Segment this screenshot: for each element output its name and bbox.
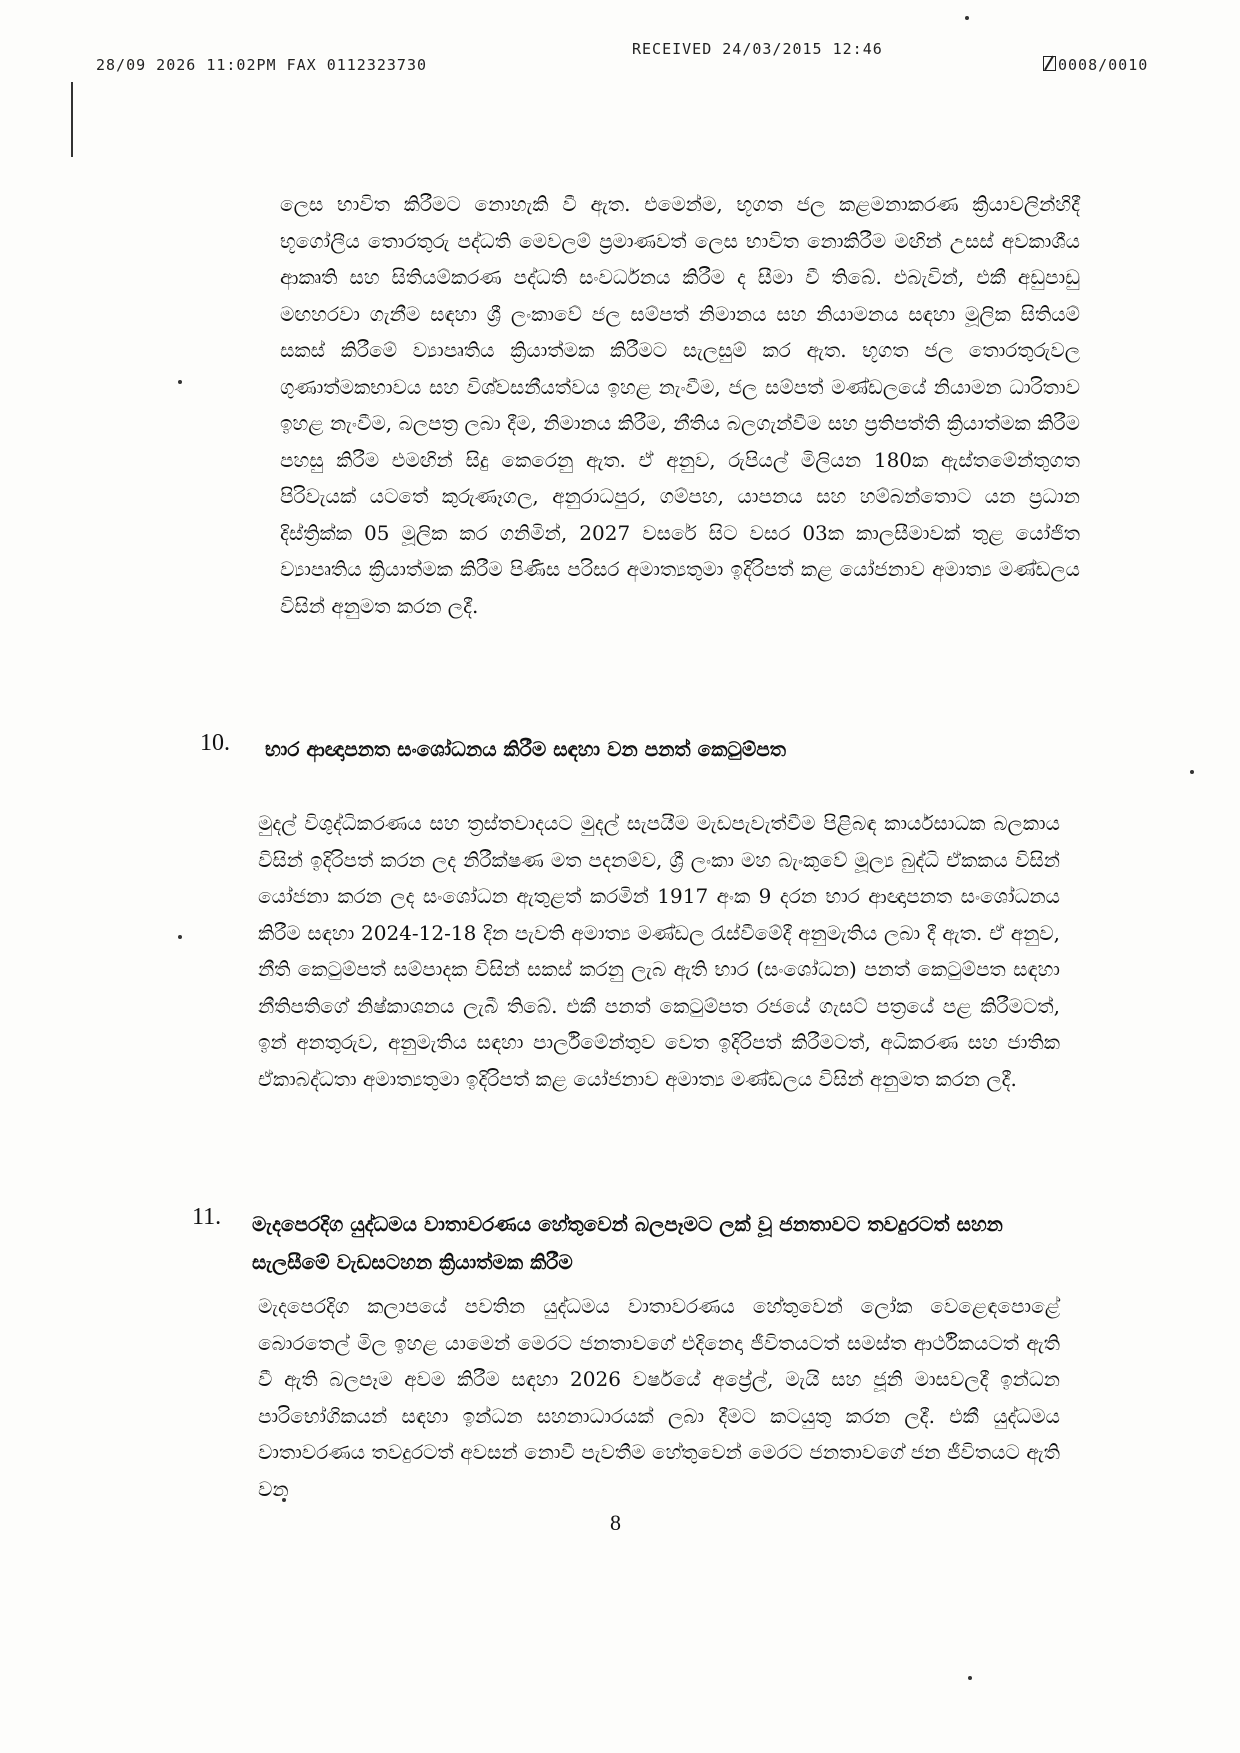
fax-received-line: RECEIVED 24/03/2015 12:46 <box>632 40 883 58</box>
scan-margin-line <box>71 82 73 157</box>
fax-page-counter: 0008/0010 <box>1058 56 1149 74</box>
page-marker-icon <box>1043 56 1056 71</box>
item-body: මැදපෙරදිග කලාපයේ පවතින යුද්ධමය වාතාවරණය හේතුවෙන් ලෝක වෙළෙඳපොළේ බොරතෙල් මිල ඉහළ යාමෙන් මෙරට ජනතාවගේ එදිනෙදා ජීවිතයටත් සමස්ත ආර්ථිකයටත් ඇති වී ඇති බලපෑම අවම කිරීම සඳහා 2026 වර්ෂයේ අප්‍රේල්, මැයි සහ ජූනි මාසවලදී ඉන්ධන පාරිභෝගිකයන් සඳහා ඉන්ධන සහනාධාරයක් ලබා දීමට කටයුතු කරන ලදී. එකී යුද්ධමය වාතාවරණය තවදුරටත් අවසන් නොවී පැවතීම හේතුවෙන් මෙරට ජනතාවගේ ජන ජීවිතයට ඇති වන <box>258 1294 1060 1501</box>
item-number: 11. <box>192 1204 222 1230</box>
scan-speck <box>1190 770 1194 774</box>
item-number: 10. <box>200 730 230 756</box>
page-number: 8 <box>610 1510 621 1535</box>
scan-speck <box>968 1676 972 1680</box>
scan-speck <box>178 380 182 384</box>
item-title: භාර ආඥාපනත සංශෝධනය කිරීම සඳහා වන පනත් කෙටුම්පත <box>265 737 787 761</box>
fax-sent-line: 28/09 2026 11:02PM FAX 0112323730 <box>96 56 428 74</box>
item-body: මුදල් විශුද්ධිකරණය සහ ත්‍රස්තවාදයට මුදල් සැපයීම මැඩපැවැත්වීම පිළිබඳ කාර්යසාධක බලකාය විසින් ඉදිරිපත් කරන ලද නිරීක්ෂණ මත පදනම්ව, ශ්‍රී ලංකා මහ බැංකුවේ මූල්‍ය බුද්ධි ඒකකය විසින් යෝජනා කරන ලද සංශෝධන ඇතුළත් කරමින් 1917 අංක 9 දරන භාර ආඥාපනත සංශෝධනය කිරීම සඳහා 2024-12-18 දින පැවති අමාත්‍ය මණ්ඩල රැස්වීමේදී අනුමැතිය ලබා දී ඇත. ඒ අනුව, නීති කෙටුම්පත් සම්පාදක විසින් සකස් කරනු ලැබ ඇති භාර (සංශෝධන) පනත් කෙටුම්පත සඳහා නීතිපතිගේ නිෂ්කාශනය ලැබී තිබේ. එකී පනත් කෙටුම්පත රජයේ ගැසට් පත්‍රයේ පළ කිරීමටත්, ඉන් අනතුරුව, අනුමැතිය සඳහා පාර්ලිමේන්තුව වෙත ඉදිරිපත් කිරීමටත්, අධිකරණ සහ ජාතික ඒකාබද්ධතා අමාත්‍යතුමා ඉදිරිපත් කළ යෝජනාව අමාත්‍ය මණ්ඩලය විසින් අනුමත කරන ලදී. <box>258 811 1060 1091</box>
fax-page-marker <box>1043 56 1148 74</box>
scan-speck <box>178 935 182 939</box>
scan-speck <box>965 16 969 20</box>
item-title: මැදපෙරදිග යුද්ධමය වාතාවරණය හේතුවෙන් බලපෑමට ලක් වූ ජනතාවට තවදුරටත් සහන සැලසීමේ වැඩසටහන ක්‍රියාත්මක කිරීම <box>252 1212 1003 1274</box>
fax-header <box>0 0 1240 90</box>
continuation-paragraph: ලෙස භාවිත කිරීමට නොහැකි වී ඇත. එමෙන්ම, භූගත ජල කළමනාකරණ ක්‍රියාවලින්හිදී භූගෝලීය තොරතුරු පද්ධති මෙවලම් ප්‍රමාණවත් ලෙස භාවිත නොකිරීම මඟින් උසස් අවකාශීය ආකෘති සහ සිතියම්කරණ පද්ධති සංවර්ධනය කිරීම ද සීමා වී තිබේ. එබැවින්, එකී අඩුපාඩු මඟහරවා ගැනීම සඳහා ශ්‍රී ලංකාවේ ජල සම්පත් නිමානය සහ නියාමනය සඳහා මූලික සිතියම් සකස් කිරීමේ ව්‍යාපෘතිය ක්‍රියාත්මක කිරීමට සැලසුම් කර ඇත. භූගත ජල තොරතුරුවල ගුණාත්මකභාවය සහ විශ්වසනීයත්වය ඉහළ නැංවීම, ජල සම්පත් මණ්ඩලයේ නියාමන ධාරිතාව ඉහළ නැංවීම, බලපත්‍ර ලබා දීම, නිමානය කිරීම, නීතිය බලගැන්වීම සහ ප්‍රතිපත්ති ක්‍රියාත්මක කිරීම පහසු කිරීම එමඟින් සිදු කෙරෙනු ඇත. ඒ අනුව, රුපියල් මිලියන 180ක ඇස්තමේන්තුගත පිරිවැයක් යටතේ කුරුණෑගල, අනුරාධපුර, ගම්පහ, යාපනය සහ හම්බන්තොට යන ප්‍රධාන දිස්ත්‍රික්ක 05 මූලික කර ගනිමින්, 2027 වසරේ සිට වසර 03ක කාලසීමාවක් තුළ යෝජිත ව්‍යාපෘතිය ක්‍රියාත්මක කිරීම පිණිස පරිසර අමාත්‍යතුමා ඉදිරිපත් කළ යෝජනාව අමාත්‍ය මණ්ඩලය විසින් අනුමත කරන ලදී. <box>280 192 1080 618</box>
